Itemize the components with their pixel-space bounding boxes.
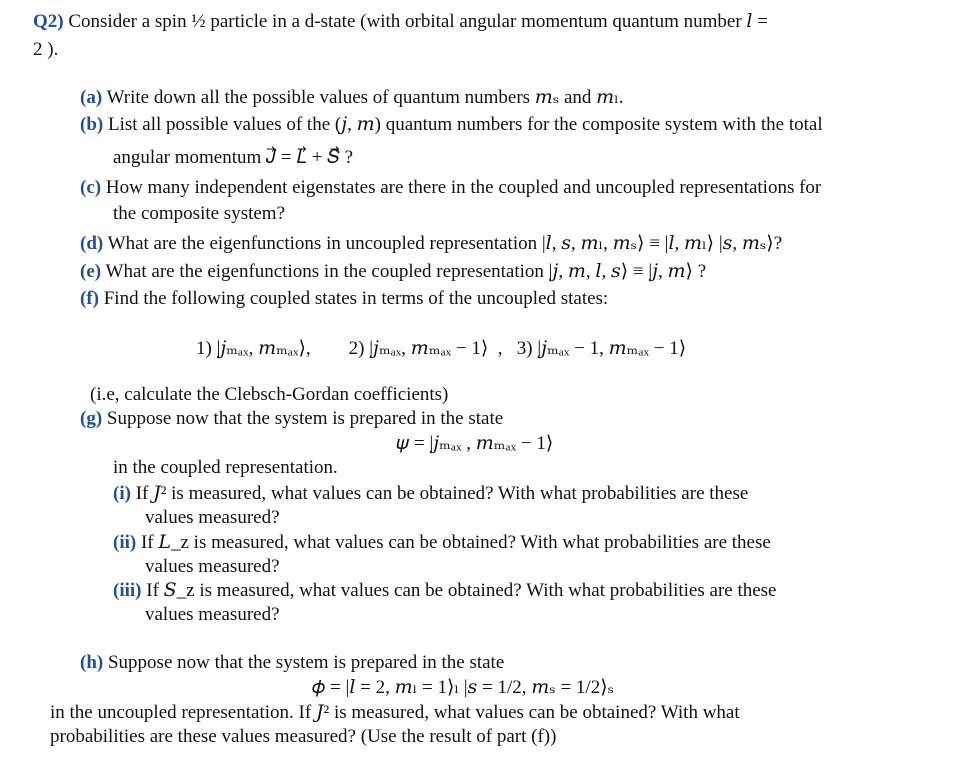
part-c-text-1: How many independent eigenstates are there in the coupled and uncoupled representations for	[105, 177, 822, 198]
part-h-text: Suppose now that the system is prepared in the state	[107, 652, 505, 673]
part-c-label: (c)	[80, 177, 102, 198]
part-g-label: (g)	[80, 408, 103, 429]
part-h	[80, 651, 504, 675]
sub-ii-text-2: values measured?	[145, 556, 280, 577]
part-g-sub-iii	[113, 579, 777, 603]
part-e-label: (e)	[80, 261, 102, 282]
part-a	[80, 86, 624, 110]
sub-i-label: (i)	[113, 483, 131, 504]
part-c-text-2: the composite system?	[113, 203, 286, 224]
part-b-label: (b)	[80, 114, 104, 135]
part-h-text-2: in the uncoupled representation. If 𝐽² is measured, what values can be obtained? With what	[50, 702, 740, 723]
part-d	[80, 232, 782, 256]
part-g-after: in the coupled representation.	[113, 457, 338, 478]
part-g-sub-i	[113, 482, 748, 506]
part-e-text: What are the eigenfunctions in the coupled representation |𝑗, 𝑚, 𝑙, 𝑠⟩ ≡ |𝑗, 𝑚⟩ ?	[105, 261, 707, 282]
question-line-2: 2 ).	[33, 39, 59, 60]
part-c	[80, 176, 821, 200]
sub-iii-label: (iii)	[113, 580, 142, 601]
part-a-label: (a)	[80, 87, 103, 108]
part-f-states: 1) |𝑗ₘₐₓ, 𝑚ₘₐₓ⟩, 2) |𝑗ₘₐₓ, 𝑚ₘₐₓ − 1⟩ , 3) |𝑗ₘₐₓ − 1, 𝑚ₘₐₓ − 1⟩	[196, 338, 687, 359]
part-g-sub-ii	[113, 531, 771, 555]
part-f-note: (i.e, calculate the Clebsch-Gordan coefficients)	[90, 384, 449, 405]
part-d-text: What are the eigenfunctions in uncoupled representation |𝑙, 𝑠, 𝑚ₗ, 𝑚ₛ⟩ ≡ |𝑙, 𝑚ₗ⟩ |𝑠, 𝑚ₛ⟩?	[107, 233, 783, 254]
part-d-label: (d)	[80, 233, 104, 254]
part-h-text-3: probabilities are these values measured? (Use the result of part (f))	[50, 726, 557, 747]
question-text: Consider a spin ½ particle in a d-state (with orbital angular momentum quantum number 𝑙 =	[68, 11, 768, 32]
part-g	[80, 407, 503, 431]
part-f-label: (f)	[80, 288, 99, 309]
part-g-text: Suppose now that the system is prepared in the state	[106, 408, 504, 429]
sub-i-text-1: If 𝐽² is measured, what values can be obtained? With what probabilities are these	[135, 483, 749, 504]
part-g-equation: 𝜓 = |𝑗ₘₐₓ , 𝑚ₘₐₓ − 1⟩	[396, 433, 554, 454]
part-f-text: Find the following coupled states in terms of the uncoupled states:	[103, 288, 609, 309]
question-line-1	[33, 10, 768, 34]
question-label: Q2)	[33, 11, 64, 32]
part-a-text: Write down all the possible values of quantum numbers 𝑚ₛ and 𝑚ₗ.	[106, 87, 624, 108]
sub-iii-text-2: values measured?	[145, 604, 280, 625]
sub-ii-text-1: If 𝐿_z is measured, what values can be obtained? With what probabilities are these	[140, 532, 771, 553]
sub-i-text-2: values measured?	[145, 507, 280, 528]
part-e	[80, 260, 706, 284]
part-b	[80, 113, 823, 137]
part-f	[80, 287, 608, 311]
part-h-label: (h)	[80, 652, 104, 673]
sub-ii-label: (ii)	[113, 532, 137, 553]
part-h-equation: 𝜙 = |𝑙 = 2, 𝑚ₗ = 1⟩ₗ |𝑠 = 1/2, 𝑚ₛ = 1/2⟩ₛ	[312, 677, 615, 698]
part-b-text-1: List all possible values of the (𝑗, 𝑚) quantum numbers for the composite system with the total	[107, 114, 823, 135]
sub-iii-text-1: If 𝑆_z is measured, what values can be obtained? With what probabilities are these	[146, 580, 777, 601]
part-b-text-2: angular momentum 𝐽⃗ = 𝐿⃗ + 𝑆⃗ ?	[113, 147, 354, 168]
